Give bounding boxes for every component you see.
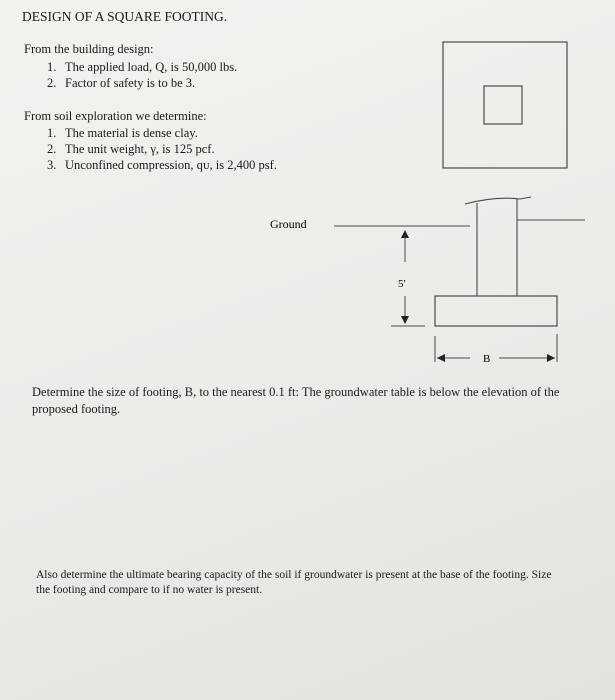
list-item: 1. The applied load, Q, is 50,000 lbs. — [47, 60, 238, 74]
list-item: 1. The material is dense clay. — [47, 126, 198, 140]
question-footing-size: Determine the size of footing, B, to the nearest 0.1 ft: The groundwater table is below the elevation of the proposed footing. — [32, 385, 560, 416]
footing-plan-outline — [443, 42, 567, 168]
footing-section — [435, 296, 557, 326]
page-title: DESIGN OF A SQUARE FOOTING. — [22, 9, 228, 24]
list-item: 3. Unconfined compression, qᴜ, is 2,400 psf. — [47, 158, 277, 172]
ground-label: Ground — [270, 217, 307, 231]
depth-label: 5' — [398, 278, 406, 290]
building-design-heading: From the building design: — [24, 42, 154, 56]
depth-arrow-down — [401, 316, 409, 324]
column-plan-outline — [484, 86, 522, 124]
width-label: B — [483, 353, 491, 365]
width-arrow-left — [437, 354, 445, 362]
list-item: 2. Factor of safety is to be 3. — [47, 76, 196, 90]
question-bearing-capacity: Also determine the ultimate bearing capacity of the soil if groundwater is present at the base of the footing. Size the footing and compare to if no water is present. — [36, 569, 552, 596]
list-item: 2. The unit weight, γ, is 125 pcf. — [47, 142, 215, 156]
column-top-break — [465, 197, 531, 204]
depth-arrow-up — [401, 230, 409, 238]
soil-exploration-heading: From soil exploration we determine: — [24, 109, 207, 123]
width-arrow-right — [547, 354, 555, 362]
